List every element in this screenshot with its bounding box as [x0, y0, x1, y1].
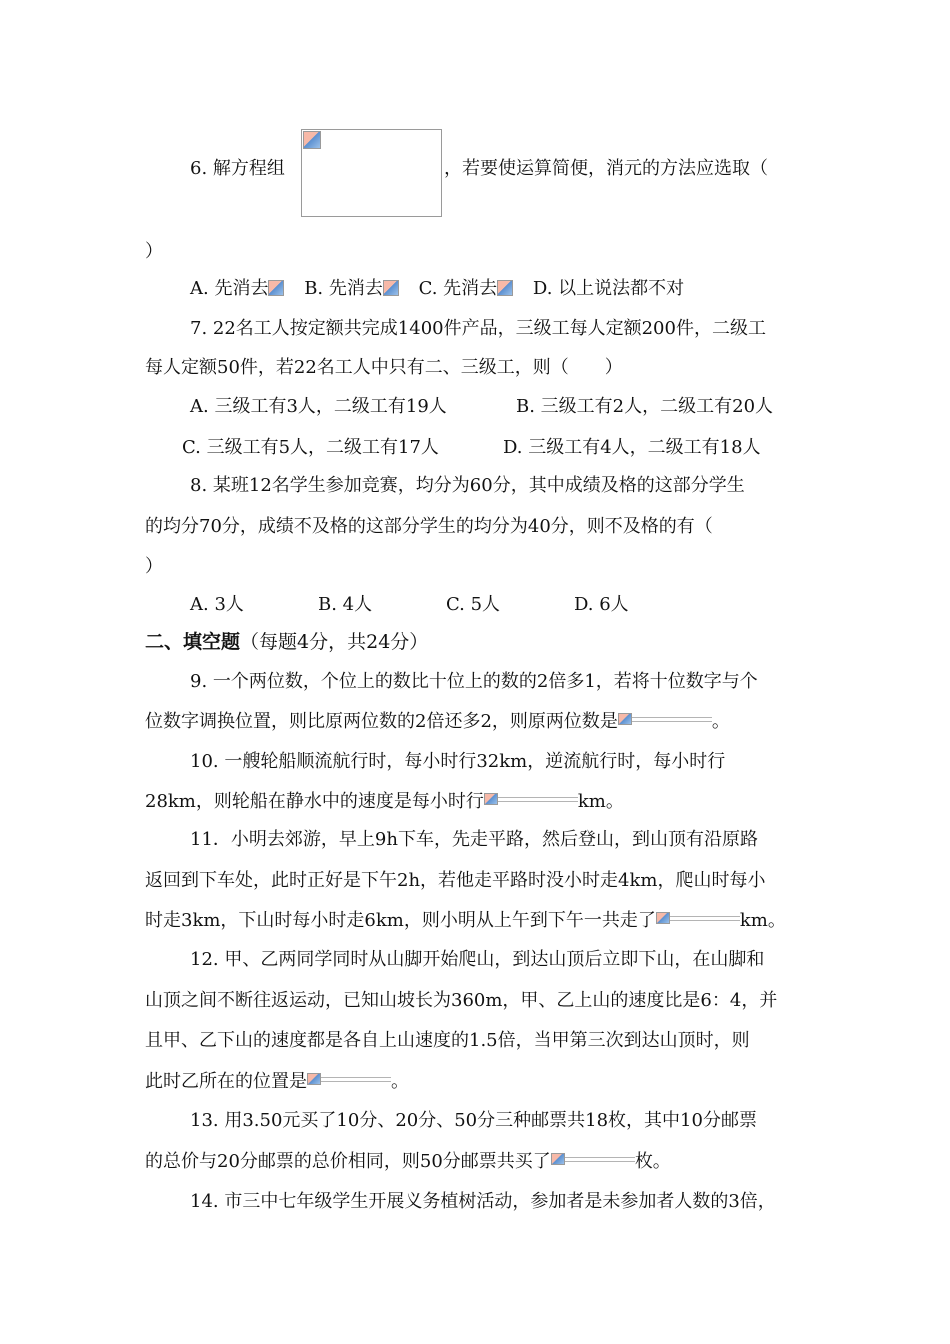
- q6-options: [190, 277, 684, 301]
- q13-line1: 13. 用3.50元买了10分、20分、50分三种邮票共18枚，其中10分邮票: [190, 1110, 757, 1131]
- q6-stem-pre: 6. 解方程组: [190, 158, 285, 179]
- q6-option-b: B. 先消去: [304, 277, 399, 301]
- q8-option-a: A. 3人: [190, 594, 244, 615]
- section-title: 二、填空题: [145, 631, 241, 653]
- answer-blank[interactable]: [618, 712, 712, 730]
- q8-line1: 8. 某班12名学生参加竞赛，均分为60分，其中成绩及格的这部分学生: [190, 475, 745, 496]
- q6-option-a: A. 先消去: [190, 277, 284, 301]
- q10-line2: 28km，则轮船在静水中的速度是每小时行 km。: [145, 791, 624, 812]
- q12-line3: 且甲、乙下山的速度都是各自上山速度的1.5倍，当甲第三次到达山顶时，则: [145, 1030, 750, 1051]
- q11-line3: 时走3km，下山时每小时走6km，则小明从上午到下午一共走了 km。: [145, 910, 786, 931]
- q9-line2: 位数字调换位置，则比原两位数的2倍还多2，则原两位数是 。: [145, 711, 730, 732]
- q8-option-b: B. 4人: [318, 594, 373, 615]
- broken-image-icon: [484, 793, 498, 805]
- equation-system-image: [301, 129, 442, 217]
- broken-image-icon: [551, 1153, 565, 1165]
- q10-line1: 10. 一艘轮船顺流航行时，每小时行32km，逆流航行时，每小时行: [190, 751, 726, 772]
- broken-image-icon: [383, 280, 399, 296]
- q8-option-d: D. 6人: [574, 594, 629, 615]
- q11-line2: 返回到下车处，此时正好是下午2h，若他走平路时没小时走4km，爬山时每小: [145, 870, 766, 891]
- answer-blank[interactable]: [551, 1152, 635, 1170]
- q6-stem-close: ）: [145, 241, 163, 262]
- q13-line2: 的总价与20分邮票的总价相同，则50分邮票共买了 枚。: [145, 1151, 671, 1172]
- answer-blank[interactable]: [656, 911, 740, 929]
- broken-image-icon: [656, 912, 670, 924]
- q7-option-d: D. 三级工有4人，二级工有18人: [503, 437, 761, 458]
- q12-line1: 12. 甲、乙两同学同时从山脚开始爬山，到达山顶后立即下山，在山脚和: [190, 949, 765, 970]
- answer-blank[interactable]: [484, 792, 578, 810]
- broken-image-icon: [618, 713, 632, 725]
- q8-line2: 的均分70分，成绩不及格的这部分学生的均分为40分，则不及格的有（: [145, 516, 713, 537]
- q7-option-b: B. 三级工有2人，二级工有20人: [516, 396, 774, 417]
- q11-line1: 11．小明去郊游，早上9h下车，先走平路，然后登山，到山顶有沿原路: [190, 829, 758, 850]
- broken-image-icon: [307, 1073, 321, 1085]
- q12-line4: 此时乙所在的位置是 。: [145, 1071, 409, 1092]
- answer-blank[interactable]: [307, 1072, 391, 1090]
- q14-line1: 14. 市三中七年级学生开展义务植树活动，参加者是未参加者人数的3倍，: [190, 1191, 776, 1212]
- q7-line2: 每人定额50件，若22名工人中只有二、三级工，则（ ）: [145, 357, 623, 378]
- section-note: （每题4分，共24分）: [240, 631, 429, 653]
- q8-line3: ）: [145, 556, 163, 577]
- q12-line2: 山顶之间不断往返运动，已知山坡长为360m，甲、乙上山的速度比是6：4，并: [145, 990, 778, 1011]
- q7-option-c: C. 三级工有5人，二级工有17人: [182, 437, 439, 458]
- q7-line1: 7. 22名工人按定额共完成1400件产品，三级工每人定额200件，二级工: [190, 318, 766, 339]
- q6-stem-post: ，若要使运算简便，消元的方法应选取（: [444, 158, 768, 179]
- q6-option-c: C. 先消去: [419, 277, 514, 301]
- q6-option-d: D. 以上说法都不对: [532, 278, 685, 299]
- q8-option-c: C. 5人: [446, 594, 501, 615]
- broken-image-icon: [268, 280, 284, 296]
- broken-image-icon: [303, 131, 321, 149]
- q7-option-a: A. 三级工有3人，二级工有19人: [190, 396, 447, 417]
- q9-line1: 9. 一个两位数，个位上的数比十位上的数的2倍多1，若将十位数字与个: [190, 671, 758, 692]
- broken-image-icon: [497, 280, 513, 296]
- section-heading: [145, 630, 428, 654]
